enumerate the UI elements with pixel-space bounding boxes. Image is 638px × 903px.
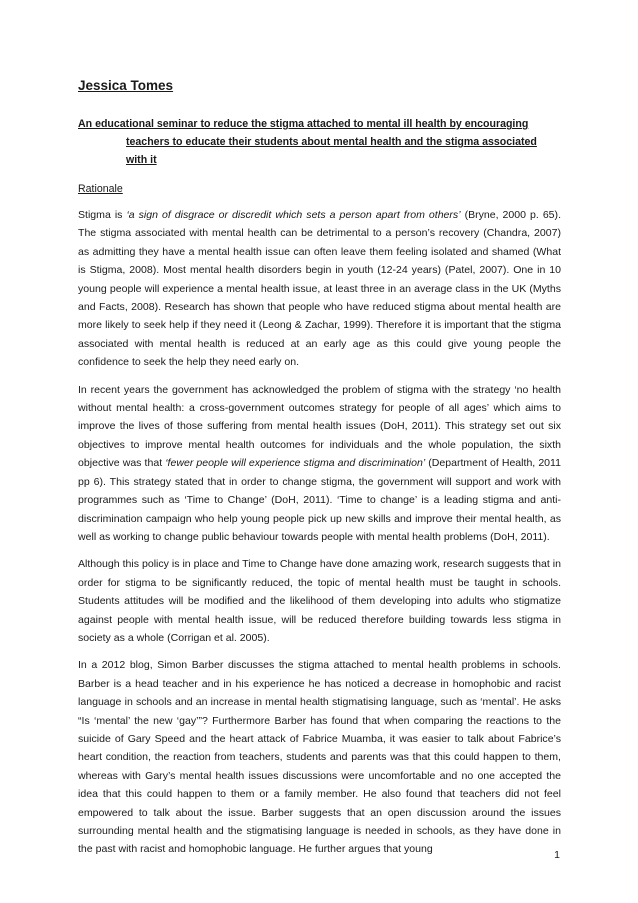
paragraph-text: (Department of Health, 2011 pp 6). This strategy stated that in order to change stigma, the government will support and work with programmes such as ‘Time to Change’ (DoH, 2011). ‘Time to change’ is a leading stigma and anti-discrimination campaign who help young people pick up new skills and improve their mental health, as well as working to change public behaviour towards people with mental health problems (DoH, 2011). [78, 457, 561, 543]
paragraph [78, 381, 561, 547]
section-heading-rationale: Rationale [78, 183, 123, 195]
author-name: Jessica Tomes [78, 78, 174, 93]
italic-quote: ‘a sign of disgrace or discredit which sets a person apart from others’ [126, 209, 461, 221]
paragraph [78, 656, 561, 858]
paragraph-text: In recent years the government has acknowledged the problem of stigma with the strategy ‘no health without mental health: a cross-government outcomes strategy for people of all ages’ which aims to improve the lives of those suffering from mental health issues (DoH, 2011). This strategy set out six objectives to improve mental health outcomes for individuals and the whole population, the sixth objective was that [78, 383, 561, 470]
paragraph-text: (Bryne, 2000 p. 65). The stigma associated with mental health can be detrimental to a person’s recovery (Chandra, 2007) as admitting they have a mental health issue can often leave them feeling isolated and shamed (What is Stigma, 2008). Most mental health disorders begin in youth (12-24 years) (Patel, 2007). One in 10 young people will experience a mental health issue, at least three in an average class in the UK (Myths and Facts, 2008). Research has shown that people who have reduced stigma about mental health are more likely to seek help if they need it (Leong & Zachar, 1999). Therefore it is important that the stigma associated with mental health is reduced at an early age as this could give young people the confidence to seek the help they need early on. [78, 209, 561, 369]
body-text [78, 206, 561, 859]
page-number: 1 [554, 849, 560, 861]
paragraph [78, 555, 561, 647]
document-title: An educational seminar to reduce the stigma attached to mental ill health by encouraging teachers to educate their students about mental health and the stigma associated with it [78, 118, 537, 166]
paragraph-text: Although this policy is in place and Time to Change have done amazing work, research suggests that in order for stigma to be significantly reduced, the topic of mental health must be taught in schools. Students attitudes will be modified and the likelihood of them developing into adults who stigmatize against people with mental health issue, will be reduced therefore building towards less stigma in society as a whole (Corrigan et al. 2005). [78, 558, 561, 644]
paragraph [78, 206, 561, 372]
paragraph-text: In a 2012 blog, Simon Barber discusses the stigma attached to mental health problems in schools. Barber is a head teacher and in his experience he has noticed a decrease in homophobic and racist language in schools and an increase in mental health stigmatising language, such as ‘mental’. He asks “Is ‘mental’ the new ‘gay’”? Furthermore Barber has found that when comparing the reactions to the suicide of Gary Speed and the heart attack of Fabrice Muamba, it was easier to talk about Fabrice’s heart condition, the reaction from teachers, students and parents was that this could happen to them, whereas with Gary’s mental health issues discussions were uncomfortable and no one accepted the idea that this could happen to them or a family member. He also found that teachers did not feel empowered to talk about the issue. Barber suggests that an open discussion around the issues surrounding mental health and the stigmatising language is needed in schools, as they have done in the past with racist and homophobic language. He further argues that young [78, 659, 561, 856]
paragraph-text: Stigma is [78, 209, 127, 221]
italic-quote: ‘fewer people will experience stigma and discrimination’ [165, 457, 426, 470]
